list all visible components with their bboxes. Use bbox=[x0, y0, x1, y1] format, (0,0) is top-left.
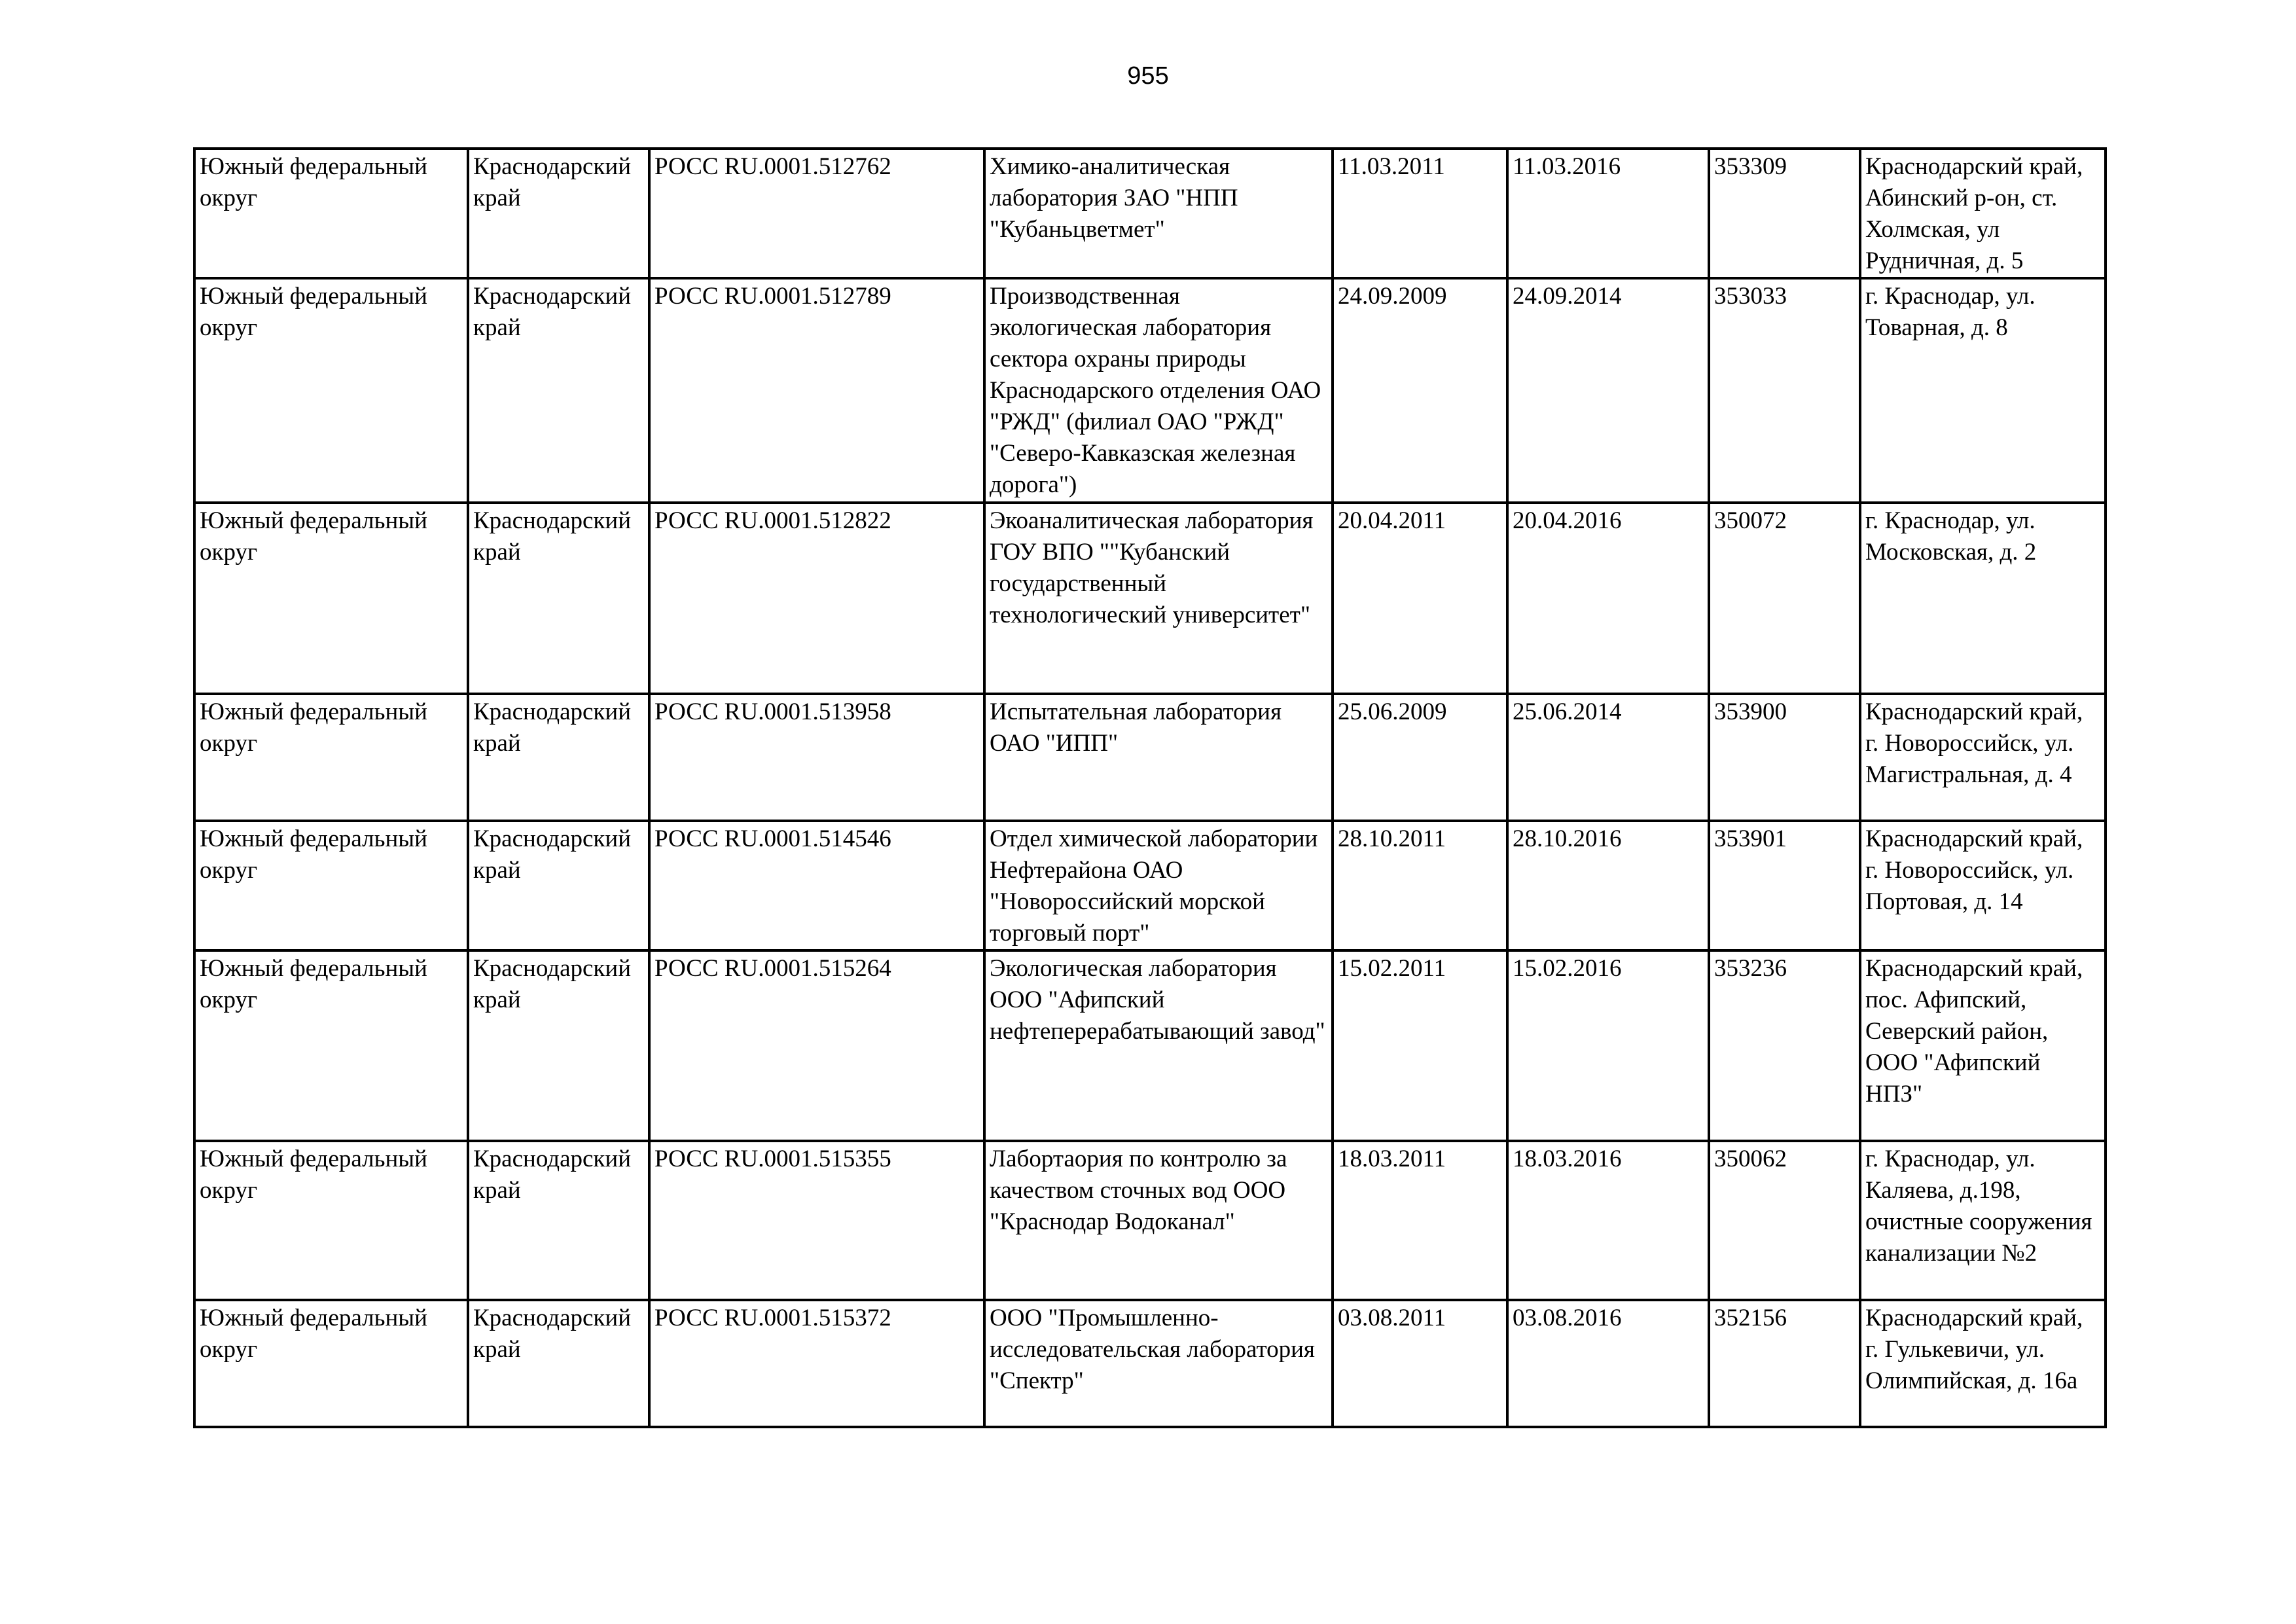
cell-laboratory: Лабортаория по контролю за качеством сточных вод ООО "Краснодар Водоканал" bbox=[984, 1141, 1333, 1300]
cell-date-from: 25.06.2009 bbox=[1333, 694, 1507, 821]
cell-postal-code: 353309 bbox=[1709, 149, 1860, 278]
cell-laboratory: Испытательная лаборатория ОАО "ИПП" bbox=[984, 694, 1333, 821]
cell-certificate: РОСС RU.0001.512789 bbox=[649, 278, 984, 503]
cell-postal-code: 353236 bbox=[1709, 950, 1860, 1141]
cell-date-from: 15.02.2011 bbox=[1333, 950, 1507, 1141]
cell-date-to: 24.09.2014 bbox=[1507, 278, 1709, 503]
cell-date-from: 18.03.2011 bbox=[1333, 1141, 1507, 1300]
cell-district: Южный федеральный округ bbox=[194, 278, 468, 503]
cell-certificate: РОСС RU.0001.512822 bbox=[649, 503, 984, 694]
cell-region: Краснодарский край bbox=[468, 950, 649, 1141]
laboratory-registry-table bbox=[193, 147, 2107, 1428]
table-row bbox=[194, 503, 2106, 694]
table-row bbox=[194, 694, 2106, 821]
cell-district: Южный федеральный округ bbox=[194, 1141, 468, 1300]
cell-postal-code: 353901 bbox=[1709, 821, 1860, 950]
cell-address: Краснодарский край, г. Новороссийск, ул. Магистральная, д. 4 bbox=[1860, 694, 2106, 821]
table-row bbox=[194, 950, 2106, 1141]
cell-region: Краснодарский край bbox=[468, 1300, 649, 1427]
cell-certificate: РОСС RU.0001.512762 bbox=[649, 149, 984, 278]
cell-district: Южный федеральный округ bbox=[194, 950, 468, 1141]
cell-date-from: 24.09.2009 bbox=[1333, 278, 1507, 503]
cell-address: Краснодарский край, г. Гулькевичи, ул. Олимпийская, д. 16а bbox=[1860, 1300, 2106, 1427]
cell-region: Краснодарский край bbox=[468, 503, 649, 694]
cell-certificate: РОСС RU.0001.514546 bbox=[649, 821, 984, 950]
cell-date-from: 28.10.2011 bbox=[1333, 821, 1507, 950]
cell-address: г. Краснодар, ул. Каляева, д.198, очистные сооружения канализации №2 bbox=[1860, 1141, 2106, 1300]
table-row bbox=[194, 149, 2106, 278]
cell-address: Краснодарский край, г. Новороссийск, ул. Портовая, д. 14 bbox=[1860, 821, 2106, 950]
cell-date-to: 28.10.2016 bbox=[1507, 821, 1709, 950]
cell-laboratory: ООО "Промышленно-исследовательская лаборатория "Спектр" bbox=[984, 1300, 1333, 1427]
cell-district: Южный федеральный округ bbox=[194, 1300, 468, 1427]
cell-date-to: 18.03.2016 bbox=[1507, 1141, 1709, 1300]
cell-district: Южный федеральный округ bbox=[194, 694, 468, 821]
cell-address: Краснодарский край, пос. Афипский, Северский район, ООО "Афипский НПЗ" bbox=[1860, 950, 2106, 1141]
cell-region: Краснодарский край bbox=[468, 278, 649, 503]
cell-certificate: РОСС RU.0001.515372 bbox=[649, 1300, 984, 1427]
cell-date-to: 11.03.2016 bbox=[1507, 149, 1709, 278]
cell-address: г. Краснодар, ул. Московская, д. 2 bbox=[1860, 503, 2106, 694]
cell-date-to: 15.02.2016 bbox=[1507, 950, 1709, 1141]
cell-postal-code: 350072 bbox=[1709, 503, 1860, 694]
cell-region: Краснодарский край bbox=[468, 694, 649, 821]
cell-region: Краснодарский край bbox=[468, 1141, 649, 1300]
cell-laboratory: Химико-аналитическая лаборатория ЗАО "НПП "Кубаньцветмет" bbox=[984, 149, 1333, 278]
cell-certificate: РОСС RU.0001.513958 bbox=[649, 694, 984, 821]
cell-district: Южный федеральный округ bbox=[194, 503, 468, 694]
cell-address: Краснодарский край, Абинский р-он, ст. Холмская, ул Рудничная, д. 5 bbox=[1860, 149, 2106, 278]
cell-laboratory: Экоаналитическая лаборатория ГОУ ВПО ""Кубанский государственный технологический университет" bbox=[984, 503, 1333, 694]
cell-postal-code: 350062 bbox=[1709, 1141, 1860, 1300]
cell-date-from: 03.08.2011 bbox=[1333, 1300, 1507, 1427]
cell-district: Южный федеральный округ bbox=[194, 821, 468, 950]
cell-region: Краснодарский край bbox=[468, 821, 649, 950]
cell-district: Южный федеральный округ bbox=[194, 149, 468, 278]
table-row bbox=[194, 821, 2106, 950]
table-row bbox=[194, 278, 2106, 503]
cell-certificate: РОСС RU.0001.515355 bbox=[649, 1141, 984, 1300]
page-number: 955 bbox=[1127, 62, 1169, 90]
cell-postal-code: 353900 bbox=[1709, 694, 1860, 821]
cell-date-from: 20.04.2011 bbox=[1333, 503, 1507, 694]
table-row bbox=[194, 1300, 2106, 1427]
cell-laboratory: Экологическая лаборатория ООО "Афипский нефтеперерабатывающий завод" bbox=[984, 950, 1333, 1141]
cell-laboratory: Отдел химической лаборатории Нефтерайона ОАО "Новороссийский морской торговый порт" bbox=[984, 821, 1333, 950]
table-row bbox=[194, 1141, 2106, 1300]
cell-certificate: РОСС RU.0001.515264 bbox=[649, 950, 984, 1141]
cell-date-from: 11.03.2011 bbox=[1333, 149, 1507, 278]
cell-date-to: 25.06.2014 bbox=[1507, 694, 1709, 821]
cell-address: г. Краснодар, ул. Товарная, д. 8 bbox=[1860, 278, 2106, 503]
cell-region: Краснодарский край bbox=[468, 149, 649, 278]
cell-postal-code: 352156 bbox=[1709, 1300, 1860, 1427]
cell-laboratory: Производственная экологическая лаборатория сектора охраны природы Краснодарского отделения ОАО "РЖД" (филиал ОАО "РЖД" "Северо-Кавказская железная дорога") bbox=[984, 278, 1333, 503]
cell-date-to: 03.08.2016 bbox=[1507, 1300, 1709, 1427]
cell-postal-code: 353033 bbox=[1709, 278, 1860, 503]
cell-date-to: 20.04.2016 bbox=[1507, 503, 1709, 694]
